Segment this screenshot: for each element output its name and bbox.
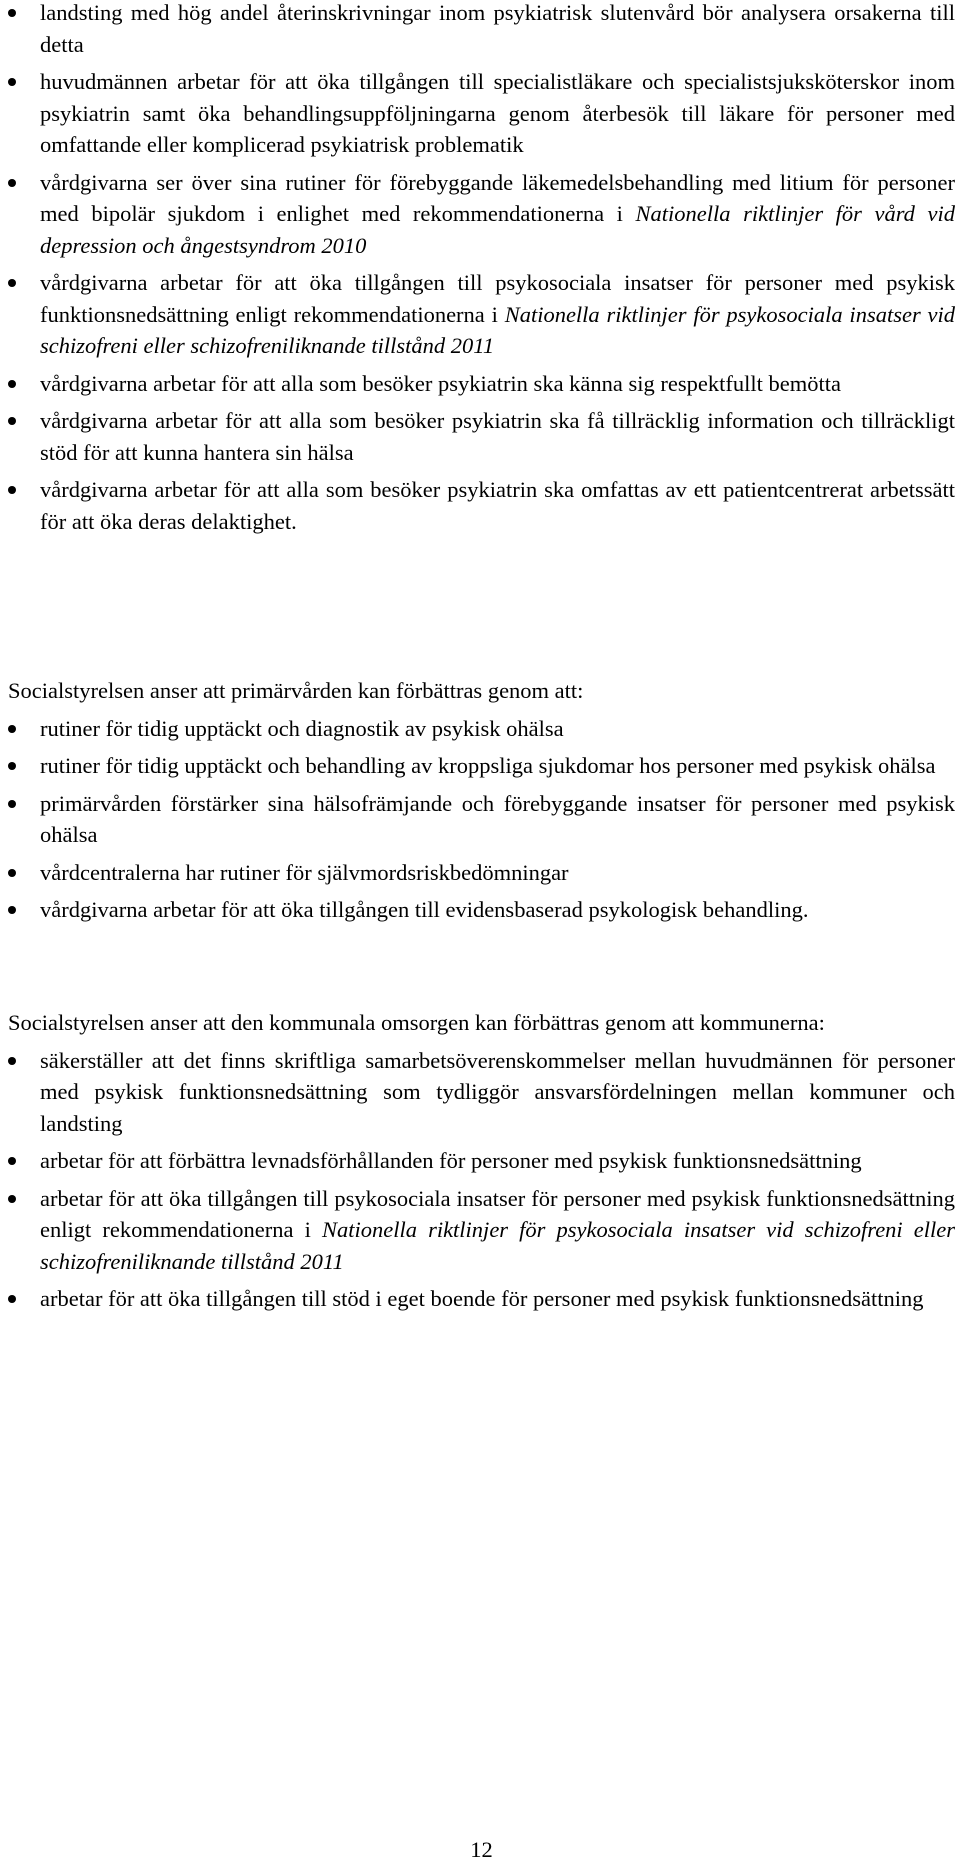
- list-item: [8, 1145, 955, 1177]
- item-text: vårdcentralerna har rutiner för självmordsriskbedömningar: [40, 859, 569, 885]
- list-item: [8, 750, 955, 782]
- item-text: landsting med hög andel återinskrivningar inom psykiatrisk slutenvård bör analysera orsakerna till detta: [40, 0, 955, 57]
- item-text: huvudmännen arbetar för att öka tillgången till specialistläkare och specialistsjuksköterskor inom psykiatrin samt öka behandlingsuppföljningarna genom återbesök till läkare för personer med omfattande eller komplicerad psykiatrisk problematik: [40, 69, 955, 157]
- page-number: 12: [470, 1837, 493, 1862]
- list-item: [8, 713, 955, 745]
- item-text: primärvården förstärker sina hälsofrämjande och förebyggande insatser för personer med psykisk ohälsa: [40, 790, 955, 847]
- item-text: vårdgivarna arbetar för att öka tillgången till evidensbaserad psykologisk behandling.: [40, 897, 809, 922]
- list-item: [8, 405, 955, 468]
- list-item: [8, 1045, 955, 1140]
- list-item: [8, 857, 955, 889]
- item-text: arbetar för att öka tillgången till psykosociala insatser för personer med psykisk funktionsnedsättning enligt rekommendationerna i: [40, 1185, 955, 1242]
- bullet-list: [8, 713, 955, 926]
- list-item: [8, 1183, 955, 1278]
- item-text: vårdgivarna arbetar för att alla som besöker psykiatrin ska få tillräcklig information och tillräckligt stöd för att kunna hantera sin hälsa: [40, 408, 955, 465]
- item-text: vårdgivarna arbetar för att alla som besöker psykiatrin ska omfattas av ett patientcentrerat arbetssätt för att öka deras delaktighet.: [40, 477, 955, 534]
- list-item: [8, 0, 955, 60]
- list-item: [8, 66, 955, 161]
- guideline-title: Nationella riktlinjer för psykosociala insatser vid schizofreni eller schizofreniliknande tillstånd 2011: [40, 1217, 956, 1274]
- section-intro: Socialstyrelsen anser att primärvården kan förbättras genom att:: [8, 678, 584, 703]
- item-text: vårdgivarna arbetar för att öka tillgången till psykosociala insatser för personer med psykisk funktionsnedsättning enligt rekommendationerna i: [40, 270, 955, 327]
- item-text: vårdgivarna arbetar för att alla som besöker psykiatrin ska känna sig respektfullt bemötta: [40, 370, 841, 396]
- list-item: [8, 894, 955, 926]
- list-item: [8, 267, 955, 362]
- item-text: rutiner för tidig upptäckt och diagnostik av psykisk ohälsa: [40, 715, 564, 741]
- list-item: [8, 1283, 955, 1315]
- list-item: [8, 167, 955, 262]
- guideline-title: Nationella riktlinjer för vård vid depression och ångestsyndrom 2010: [40, 201, 955, 258]
- guideline-title: Nationella riktlinjer för psykosociala insatser vid schizofreni eller schizofreniliknande tillstånd 2011: [40, 301, 956, 358]
- section-psychiatry-recommendations: [8, 0, 955, 543]
- list-item: [8, 788, 955, 851]
- bullet-list: [8, 1045, 955, 1315]
- section-intro: Socialstyrelsen anser att den kommunala omsorgen kan förbättras genom att kommunerna:: [8, 1010, 825, 1035]
- item-text: arbetar för att öka tillgången till stöd i eget boende för personer med psykisk funktionsnedsättning: [40, 1286, 924, 1311]
- section-primary-care: [8, 675, 955, 932]
- section-municipal-care: [8, 1007, 955, 1321]
- item-text: arbetar för att förbättra levnadsförhållanden för personer med psykisk funktionsnedsättning: [40, 1148, 862, 1173]
- item-text: vårdgivarna ser över sina rutiner för förebyggande läkemedelsbehandling med litium för personer med bipolär sjukdom i enlighet med rekommendationerna i: [40, 169, 955, 226]
- list-item: [8, 474, 955, 537]
- item-text: rutiner för tidig upptäckt och behandling av kroppsliga sjukdomar hos personer med psykisk ohälsa: [40, 753, 936, 778]
- bullet-list: [8, 0, 955, 537]
- item-text: säkerställer att det finns skriftliga samarbetsöverenskommelser mellan huvudmännen för personer med psykisk funktionsnedsättning som tydliggör ansvarsfördelningen mellan kommuner och landsting: [40, 1047, 955, 1136]
- list-item: [8, 368, 955, 400]
